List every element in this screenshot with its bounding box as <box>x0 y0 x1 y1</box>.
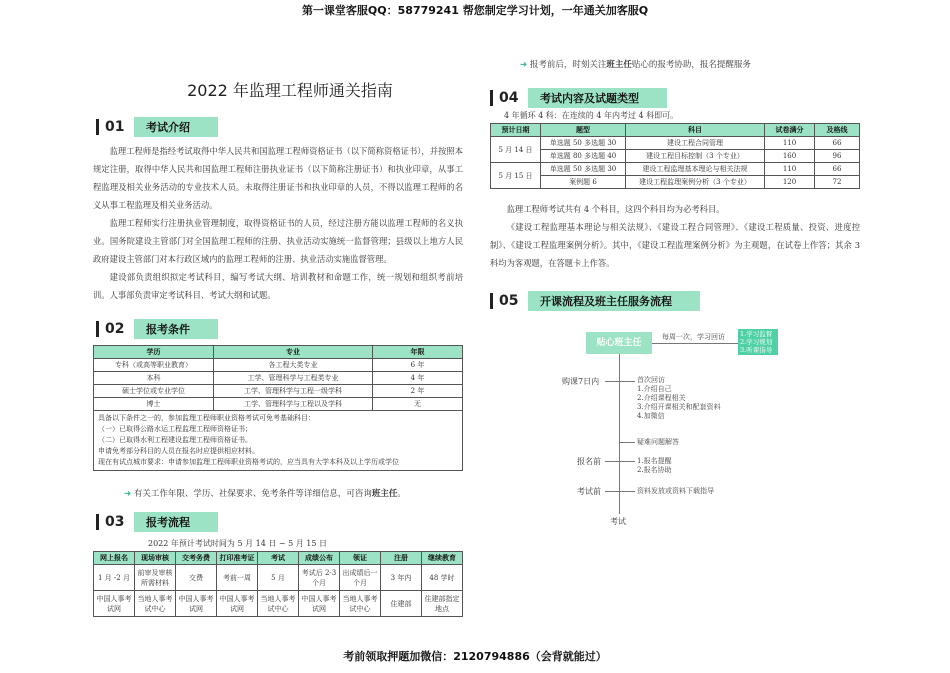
cell: 单选题 50 多选题 30 <box>541 137 626 150</box>
cell: 建设工程监理基本理论与相关法规 <box>626 163 765 176</box>
cell: 4 年 <box>373 372 463 385</box>
cell: 案例题 6 <box>541 176 626 189</box>
table-header: 试卷满分 <box>765 124 815 137</box>
cell: 5 月 14 日 <box>491 137 541 163</box>
flow-item: 首次回访 <box>637 376 665 384</box>
cell: 中国人事考试网 <box>217 591 258 617</box>
section-04-body <box>490 200 860 272</box>
section-label: 报考条件 <box>134 319 218 339</box>
table-header: 交考务费 <box>176 552 217 565</box>
note-line: （二）已取得水利工程建设监理工程师资格证书。 <box>98 436 252 444</box>
exam-time-intro: 2022 年预计考试时间为 5 月 14 日 ~ 5 月 15 日 <box>148 539 328 548</box>
table-header: 年限 <box>373 346 463 359</box>
cell: 建设工程合同管理 <box>626 137 765 150</box>
section-number: 01 <box>96 119 134 135</box>
section-number: 04 <box>490 90 528 106</box>
arrow-icon: ➜ <box>520 60 528 70</box>
buy-items <box>637 376 721 421</box>
table-header: 及格线 <box>815 124 860 137</box>
connector-line <box>605 381 635 382</box>
connector-line <box>605 491 635 492</box>
flow-item: 3.介绍开课相关和配套资料 <box>637 403 721 411</box>
section-label: 考试介绍 <box>134 117 218 137</box>
table-row <box>491 137 860 150</box>
page-title: 2022 年监理工程师通关指南 <box>187 81 393 100</box>
section-01-header <box>96 118 218 136</box>
table-row <box>94 385 463 398</box>
section-number: 02 <box>96 321 134 337</box>
weekly-label: 每周一次，学习回访 <box>662 333 725 341</box>
cell: 建设工程监理案例分析（3 个专业） <box>626 176 765 189</box>
cell: 住建部指定地点 <box>422 591 463 617</box>
section-05-header <box>490 292 700 310</box>
flow-item: 2.报名协助 <box>637 466 672 474</box>
section-number: 03 <box>96 514 134 530</box>
cell: 72 <box>815 176 860 189</box>
table-header: 继续教育 <box>422 552 463 565</box>
service-item: 3.听课指导 <box>740 346 773 354</box>
table-row <box>491 176 860 189</box>
consult-tip <box>124 487 406 499</box>
cell: 48 学时 <box>422 565 463 591</box>
cell: 单选题 80 多选题 40 <box>541 150 626 163</box>
flow-item: 4.加微信 <box>637 412 665 420</box>
flow-step-signup: 报名前 <box>577 457 601 466</box>
flow-item: 2.介绍课程相关 <box>637 394 686 402</box>
subjects-table <box>490 123 860 189</box>
section-04-header <box>490 89 667 107</box>
service-item: 1.学习监督 <box>740 330 773 338</box>
cell: 1 月 -2 月 <box>94 565 135 591</box>
section-03-header <box>96 513 218 531</box>
cell: 96 <box>815 150 860 163</box>
paragraph: 监理工程师考试共有 4 个科目，这四个科目均为必考科目。 <box>506 204 725 214</box>
cell: 66 <box>815 137 860 150</box>
cell: 博士 <box>94 398 214 411</box>
connector-line <box>605 461 635 462</box>
table-row <box>94 565 463 591</box>
tip-text: 报考前后，时刻关注 <box>529 60 607 70</box>
subjects-table-wrap <box>490 123 860 189</box>
cell: 120 <box>765 176 815 189</box>
timeline-line <box>619 354 620 514</box>
cell: 住建部 <box>381 591 422 617</box>
arrow-icon: ➜ <box>124 489 132 499</box>
table-row <box>94 591 463 617</box>
exemption-note <box>93 411 463 471</box>
process-table-wrap <box>93 551 463 617</box>
paragraph: 《建设工程监理基本理论与相关法规》、《建设工程合同管理》、《建设工程质量、投资、进度控制》、《建设工程监理案例分析》。其中，《建设工程监理案例分析》为主观题，在试卷上作答；其余 3 科均为客观题，在答题卡上作答。 <box>490 222 860 268</box>
note-line: 现在有试点城市要求：申请参加监理工程师职业资格考试的，应当具有大学本科及以上学历或学位 <box>98 458 399 466</box>
section-02-header <box>96 320 218 338</box>
cell: 110 <box>765 163 815 176</box>
conditions-table-wrap <box>93 345 463 471</box>
service-item: 2.学习规划 <box>740 338 773 346</box>
table-header: 成绩公布 <box>299 552 340 565</box>
note-line: 申请免考部分科目的人员在报名时应提供相应材料。 <box>98 447 259 455</box>
cell: 当地人事考试中心 <box>258 591 299 617</box>
cell: 工学、管理科学与工程以及学科 <box>214 398 373 411</box>
cell: 当地人事考试中心 <box>340 591 381 617</box>
section-label: 考试内容及试题类型 <box>528 88 667 108</box>
cell: 3 年内 <box>381 565 422 591</box>
table-header: 考试 <box>258 552 299 565</box>
table-header: 科目 <box>626 124 765 137</box>
conditions-table <box>93 345 463 411</box>
cell: 66 <box>815 163 860 176</box>
cell: 110 <box>765 137 815 150</box>
table-header: 领证 <box>340 552 381 565</box>
bottom-banner: 考前领取押题加微信：2120794886（会背就能过） <box>343 650 607 663</box>
table-header: 题型 <box>541 124 626 137</box>
section-number: 05 <box>490 293 528 309</box>
answer-item: 疑难问题解答 <box>637 438 679 446</box>
cycle-intro: 4 年循环 4 科：在连续的 4 年内考过 4 科即可。 <box>504 111 679 120</box>
table-header: 学历 <box>94 346 214 359</box>
table-header: 现场审核 <box>135 552 176 565</box>
flow-item: 1.介绍自己 <box>637 385 672 393</box>
cell: 考试后 2-3 个月 <box>299 565 340 591</box>
flow-step-before: 考试前 <box>577 487 601 496</box>
cell: 专科（或高等职业教育） <box>94 359 214 372</box>
cell: 各工程大类专业 <box>214 359 373 372</box>
cell: 硕士学位或专业学位 <box>94 385 214 398</box>
cell: 5 月 15 日 <box>491 163 541 189</box>
tip-text: 有关工作年限、学历、社保要求、免考条件等详细信息，可咨询 <box>133 489 372 499</box>
cell: 160 <box>765 150 815 163</box>
table-header: 网上报名 <box>94 552 135 565</box>
signup-items <box>637 457 672 475</box>
section-label: 开课流程及班主任服务流程 <box>528 291 700 311</box>
table-header: 专业 <box>214 346 373 359</box>
table-header: 打印准考证 <box>217 552 258 565</box>
table-header: 注册 <box>381 552 422 565</box>
cell: 单选题 50 多选题 30 <box>541 163 626 176</box>
paragraph: 监理工程师实行注册执业管理制度，取得资格证书的人员，经过注册方能以监理工程师的名义执业。国务院建设主管部门对全国监理工程师的注册、执业活动实施统一监督管理；县级以上地方人民政府建设主管部门对本行政区域内的监理工程师的注册、执业活动实施监督管理。 <box>93 218 463 264</box>
flow-step-buy: 购课7日内 <box>562 377 600 386</box>
cell: 工学、管理科学与工程类专业 <box>214 372 373 385</box>
paragraph: 建设部负责组织拟定考试科目，编写考试大纲、培训教材和命题工作，统一规划和组织考前培训。人事部负责审定考试科目、考试大纲和试题。 <box>93 272 463 300</box>
cell: 5 月 <box>258 565 299 591</box>
cell: 无 <box>373 398 463 411</box>
section-label: 报考流程 <box>134 512 218 532</box>
process-table <box>93 551 463 617</box>
table-row <box>491 163 860 176</box>
tip-bold: 班主任 <box>371 489 398 499</box>
cell: 考前一周 <box>217 565 258 591</box>
cell: 本科 <box>94 372 214 385</box>
top-banner: 第一课堂客服QQ：58779241 帮您制定学习计划，一年通关加客服Q <box>301 4 649 17</box>
flow-item: 1.报名提醒 <box>637 457 672 465</box>
cell: 2 年 <box>373 385 463 398</box>
cell: 交费 <box>176 565 217 591</box>
table-row <box>94 372 463 385</box>
service-tip <box>520 58 751 70</box>
teacher-box: 贴心班主任 <box>586 332 652 354</box>
paragraph: 监理工程师是指经考试取得中华人民共和国监理工程师资格证书（以下简称资格证书），并按照本规定注册，取得中华人民共和国监理工程师注册执业证书（以下简称注册证书）和执业印章，从事工程监理及相关业务活动的专业技术人员。未取得注册证书和执业印章的人员，不得以监理工程师的名义从事工程监理及相关业务活动。 <box>93 146 463 210</box>
flow-step-exam: 考试 <box>610 517 626 526</box>
cell: 当地人事考试中心 <box>135 591 176 617</box>
tip-bold: 班主任 <box>606 60 632 70</box>
table-row <box>491 150 860 163</box>
before-item: 资料发放或资料下载指导 <box>637 487 714 495</box>
tip-end: 。 <box>397 489 406 499</box>
table-header: 预计日期 <box>491 124 541 137</box>
cell: 中国人事考试网 <box>94 591 135 617</box>
cell: 建设工程目标控制（3 个专业） <box>626 150 765 163</box>
connector-line <box>619 442 635 443</box>
table-row <box>94 359 463 372</box>
cell: 6 年 <box>373 359 463 372</box>
cell: 出成绩后一个月 <box>340 565 381 591</box>
section-01-body <box>93 142 463 304</box>
note-line: （一）已取得公路水运工程监理工程师资格证书； <box>98 425 252 433</box>
cell: 工学、管理科学与工程一级学科 <box>214 385 373 398</box>
cell: 前审及审核所需材料 <box>135 565 176 591</box>
connector-line <box>652 343 738 344</box>
note-line: 具备以下条件之一的，参加监理工程师职业资格考试可免考基础科目： <box>98 414 315 422</box>
service-list <box>738 329 778 355</box>
cell: 中国人事考试网 <box>176 591 217 617</box>
cell: 中国人事考试网 <box>299 591 340 617</box>
tip-tail: 贴心的报考协助，报名提醒服务 <box>631 60 751 70</box>
table-row <box>94 398 463 411</box>
